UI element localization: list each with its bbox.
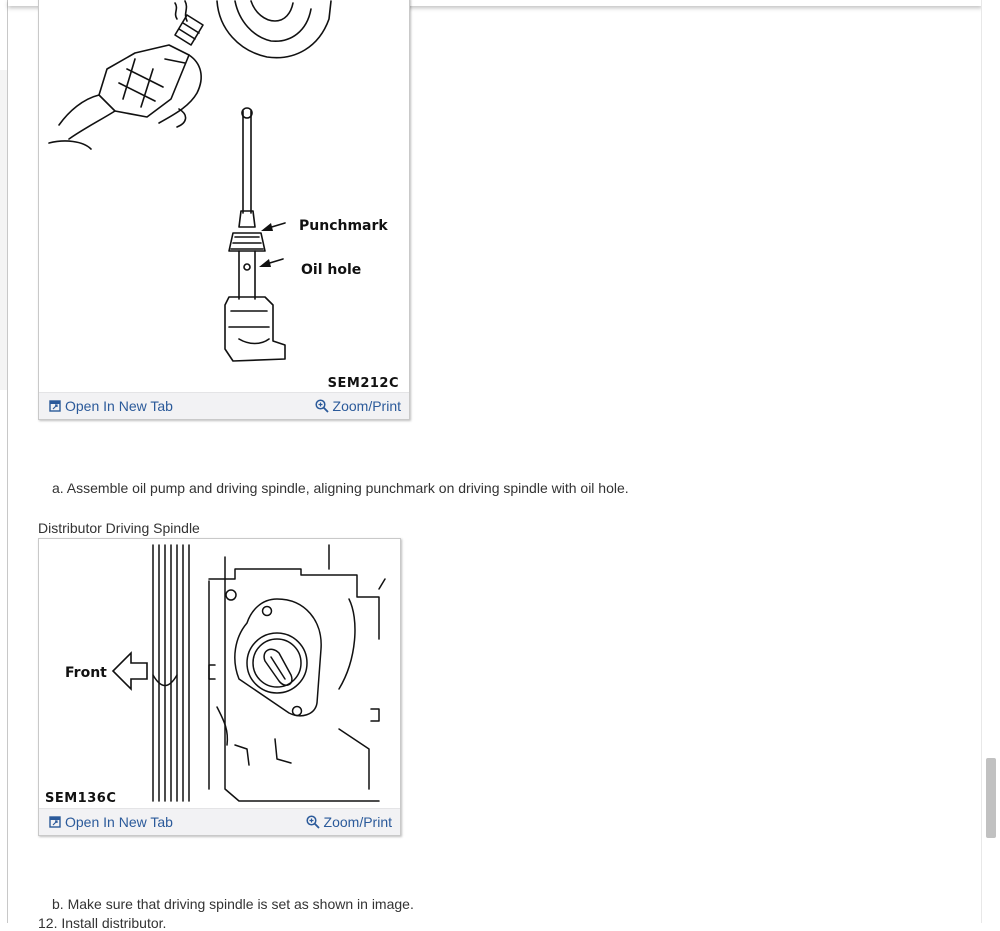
callout-punchmark: Punchmark — [299, 218, 388, 234]
callout-oil-hole: Oil hole — [301, 262, 362, 278]
open-new-tab-icon — [49, 816, 61, 828]
vertical-scrollbar[interactable] — [981, 0, 1000, 923]
oil-pump-illustration — [39, 0, 409, 393]
zoom-magnifier-icon — [315, 399, 329, 413]
step-12-text: 12. Install distributor. — [38, 915, 167, 931]
zoom-print-label: Zoom/Print — [323, 814, 392, 830]
figure-oil-pump-spindle — [38, 0, 410, 420]
figure-toolbar — [39, 392, 409, 419]
zoom-print-link[interactable] — [306, 814, 392, 830]
front-arrow-icon — [113, 653, 147, 689]
figure-toolbar — [39, 808, 400, 835]
open-in-new-tab-link[interactable] — [49, 814, 173, 830]
step-a-text: a. Assemble oil pump and driving spindle, aligning punchmark on driving spindle with oil hole. — [52, 480, 629, 496]
open-in-new-tab-label: Open In New Tab — [65, 398, 173, 414]
scrollbar-thumb[interactable] — [986, 758, 996, 838]
open-in-new-tab-link[interactable] — [49, 398, 173, 414]
figure2-caption: Distributor Driving Spindle — [38, 520, 200, 536]
figure-distributor-driving-spindle — [38, 538, 401, 836]
figure-code: SEM136C — [45, 791, 117, 806]
zoom-magnifier-icon — [306, 815, 320, 829]
open-new-tab-icon — [49, 400, 61, 412]
open-in-new-tab-label: Open In New Tab — [65, 814, 173, 830]
left-divider — [7, 0, 8, 923]
step-b-text: b. Make sure that driving spindle is set as shown in image. — [52, 896, 414, 912]
zoom-print-link[interactable] — [315, 398, 401, 414]
figure-code: SEM212C — [327, 376, 399, 391]
zoom-print-label: Zoom/Print — [332, 398, 401, 414]
callout-front: Front — [65, 665, 107, 681]
